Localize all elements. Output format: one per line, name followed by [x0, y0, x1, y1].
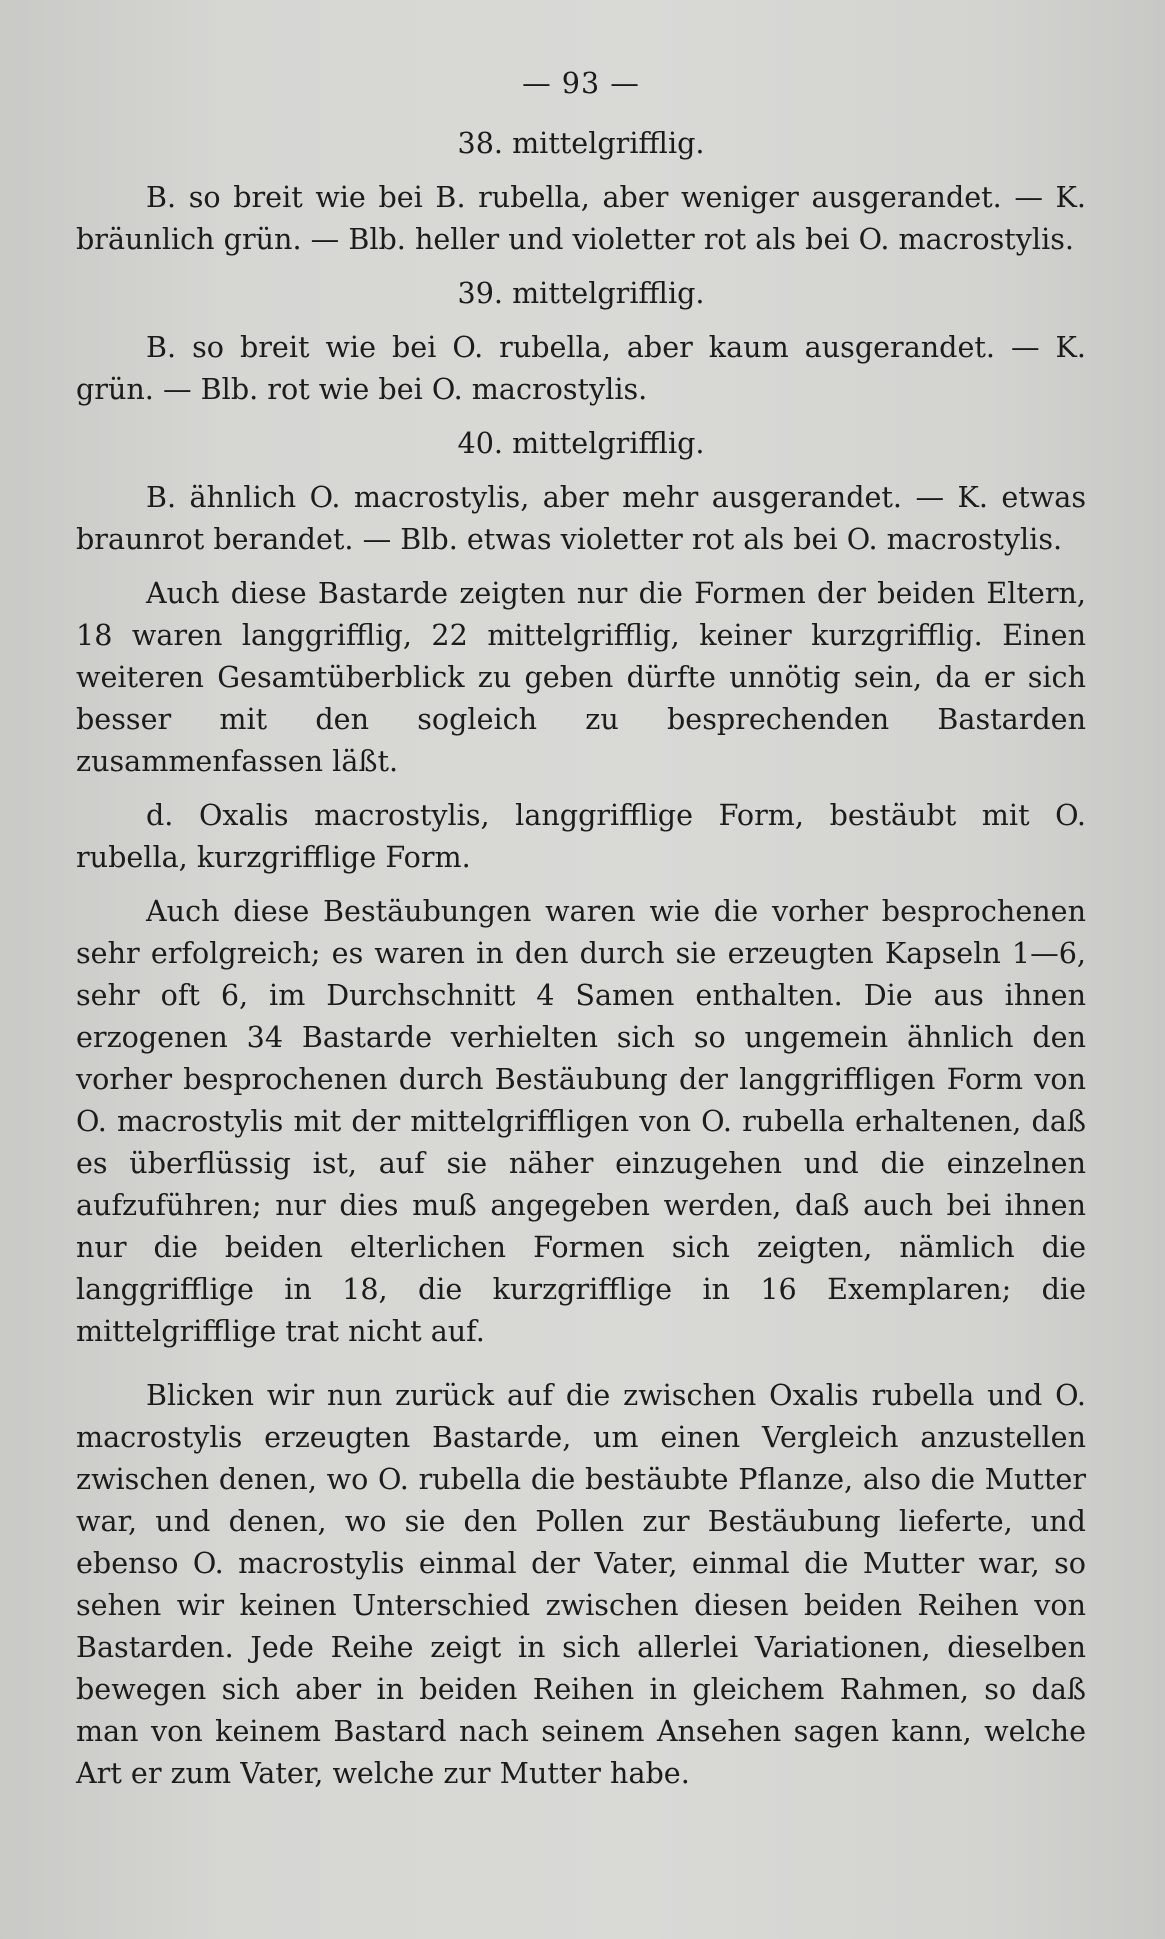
page-text [76, 62, 1086, 1806]
page-number: — 93 — [522, 66, 640, 100]
paragraph-summary: Auch diese Bastarde zeigten nur die Formen der beiden Eltern, 18 waren langgrifflig, 22 mittelgrifflig, keiner kurzgrifflig. Einen weiteren Gesamtüberblick zu geben dürfte unnötig sein, da er sich besser mit den sogleich zu besprechenden Bastarden zusammenfassen läßt. [76, 576, 1086, 778]
paragraph-conclusion: Blicken wir nun zurück auf die zwischen Oxalis rubella und O. macrostylis erzeugten Bastarde, um einen Vergleich anzustellen zwischen denen, wo O. rubella die bestäubte Pflanze, also die Mutter war, und denen, wo sie den Pollen zur Bestäubung lieferte, und ebenso O. macrostylis einmal der Vater, einmal die Mutter war, so sehen wir keinen Unterschied zwischen diesen beiden Reihen von Bastarden. Jede Reihe zeigt in sich allerlei Variationen, dieselben bewegen sich aber in beiden Reihen in gleichem Rahmen, so daß man von keinem Bastard nach seinem Ansehen sagen kann, welche Art er zum Vater, welche zur Mutter habe. [76, 1378, 1086, 1790]
section-heading-38: 38. mittelgrifflig. [457, 126, 705, 160]
section-heading-39: 39. mittelgrifflig. [457, 276, 705, 310]
paragraph-40: B. ähnlich O. macrostylis, aber mehr ausgerandet. — K. etwas braunrot berandet. — Blb. etwas violetter rot als bei O. macrostylis. [76, 480, 1086, 556]
section-heading-40: 40. mittelgrifflig. [457, 426, 705, 460]
paragraph-38: B. so breit wie bei B. rubella, aber weniger ausgerandet. — K. bräunlich grün. — Blb. heller und violetter rot als bei O. macrostylis. [76, 180, 1086, 256]
paragraph-39: B. so breit wie bei O. rubella, aber kaum ausgerandet. — K. grün. — Blb. rot wie bei O. macrostylis. [76, 330, 1086, 406]
paragraph-cross-d: d. Oxalis macrostylis, langgrifflige Form, bestäubt mit O. rubella, kurzgrifflige Form. [76, 798, 1086, 874]
paragraph-pollination-results: Auch diese Bestäubungen waren wie die vorher besprochenen sehr erfolgreich; es waren in den durch sie erzeugten Kapseln 1—6, sehr oft 6, im Durchschnitt 4 Samen enthalten. Die aus ihnen erzogenen 34 Bastarde verhielten sich so ungemein ähnlich den vorher besprochenen durch Bestäubung der langgriffligen Form von O. macrostylis mit der mittelgriffligen von O. rubella erhaltenen, daß es überflüssig ist, auf sie näher einzugehen und die einzelnen aufzuführen; nur dies muß angegeben werden, daß auch bei ihnen nur die beiden elterlichen Formen sich zeigten, nämlich die langgrifflige in 18, die kurzgrifflige in 16 Exemplaren; die mittelgrifflige trat nicht auf. [76, 894, 1086, 1348]
